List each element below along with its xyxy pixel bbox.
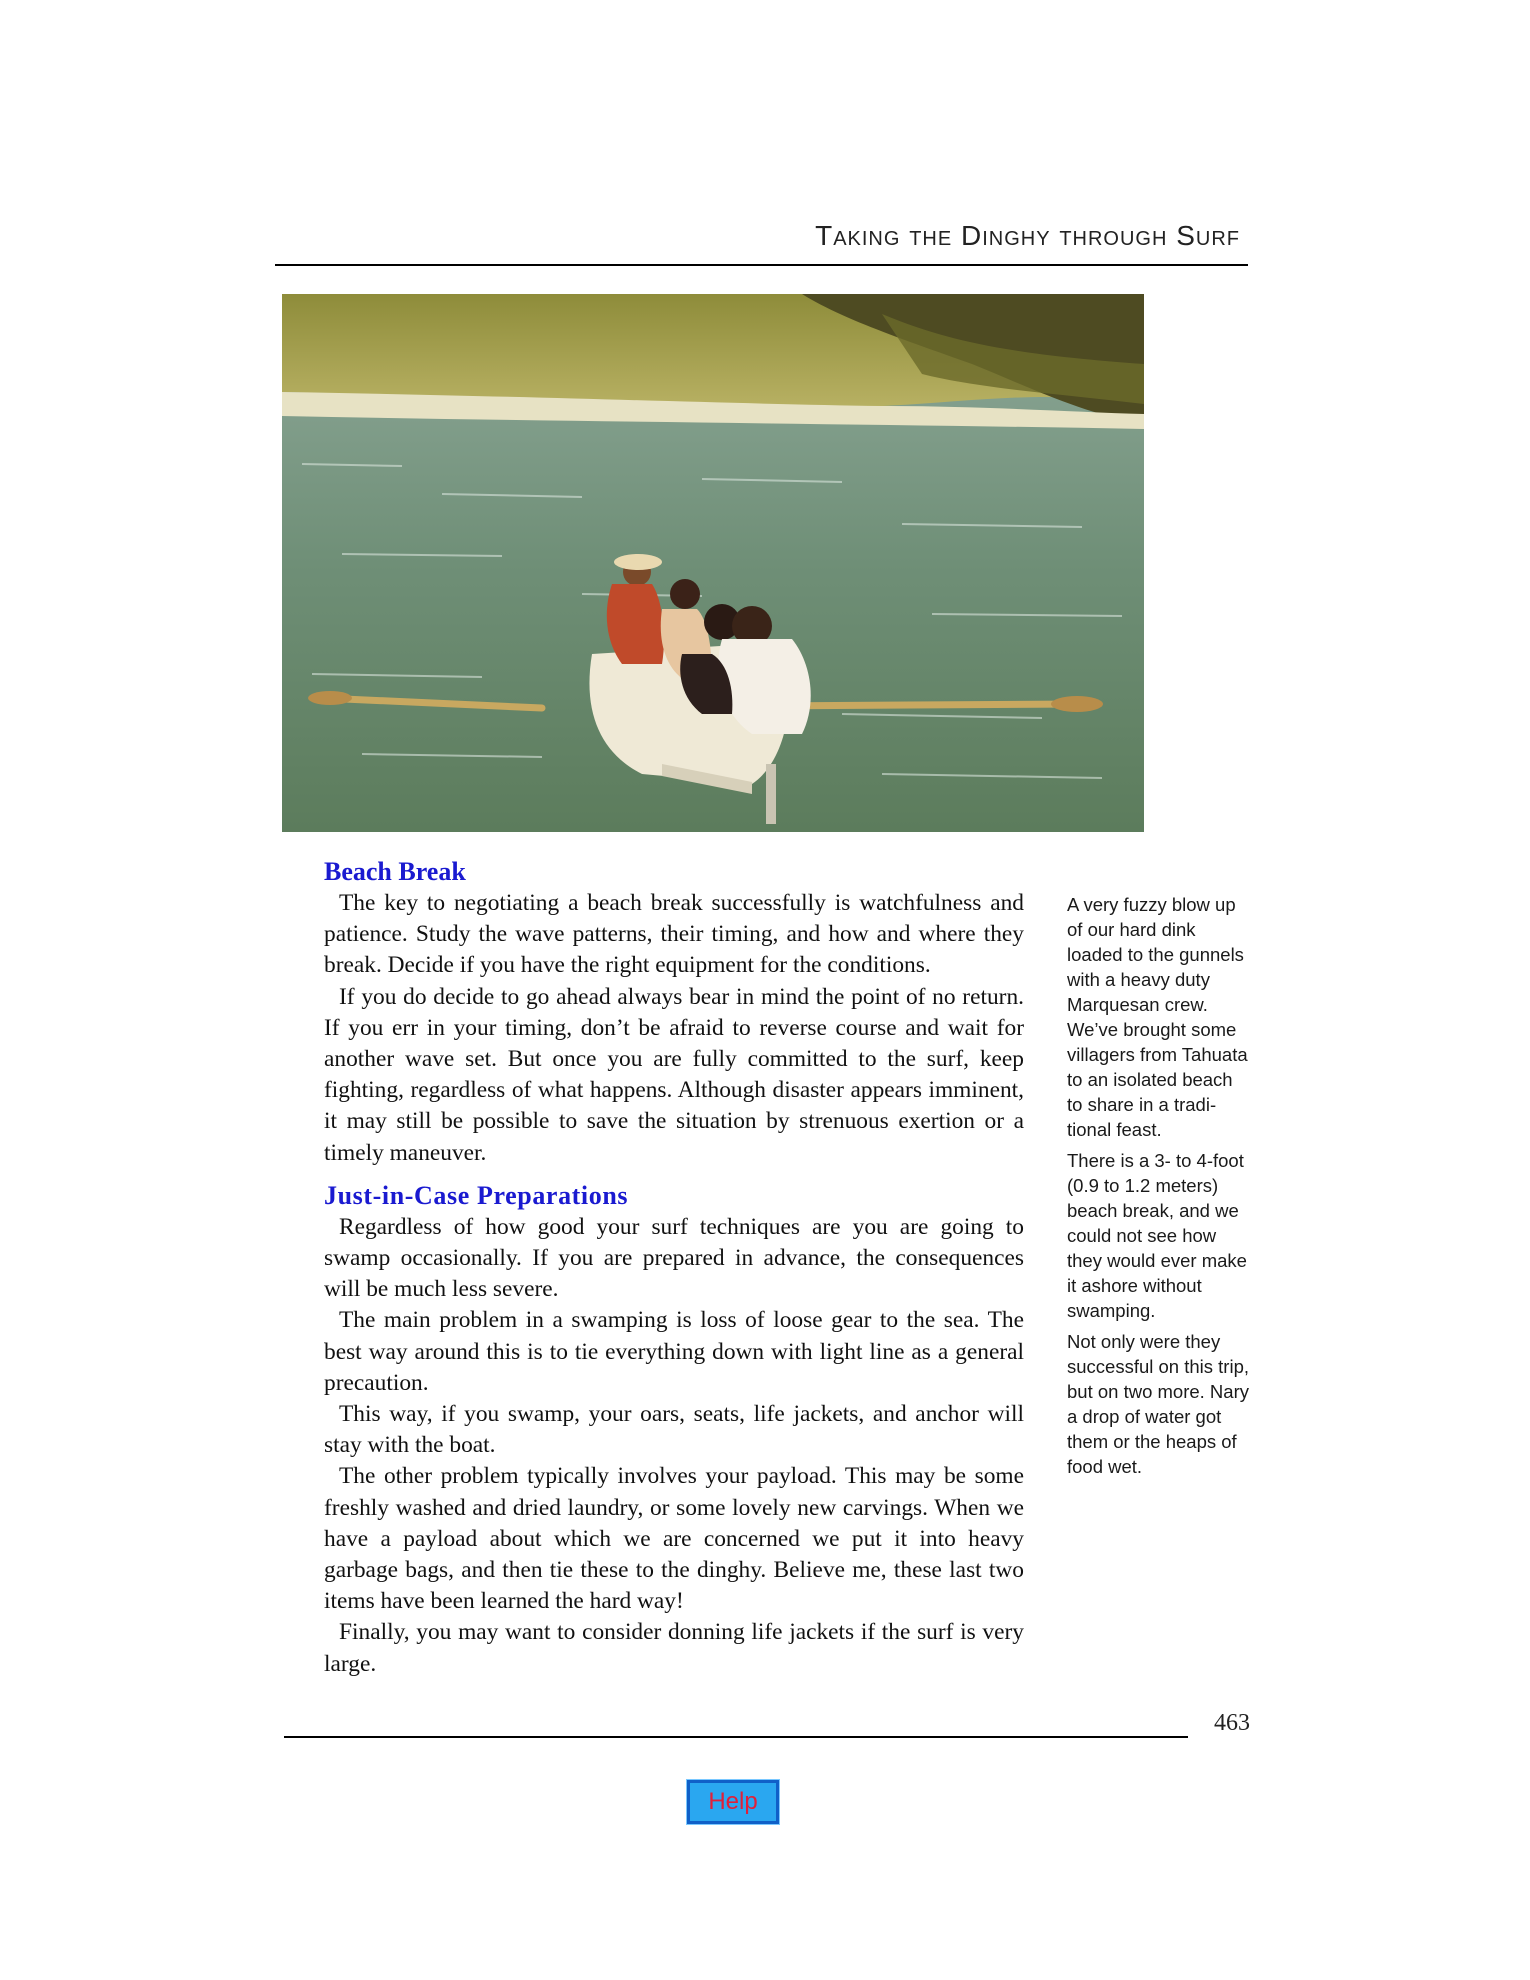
header-rule [275,264,1248,266]
caption-paragraph: Not only were they successful on this trip, but on two more. Nary a drop of water got them or the heaps of food wet. [1067,1331,1249,1477]
paragraph: If you do decide to go ahead always bear in mind the point of no return. If you err in your timing, don’t be afraid to reverse course and wait for another wave set. But once you are fully committed to the surf, keep fighting, regardless of what happens. Although disaster appears imminent, it may still be possible to save the situation by strenuous exertion or a timely maneuver. [324,983,1024,1166]
page-number: 463 [1214,1710,1250,1736]
caption-paragraph: There is a 3- to 4-foot (0.9 to 1.2 meters) beach break, and we could not see how they would ever make it ashore without swamping. [1067,1150,1247,1321]
paragraph: The other problem typically involves your payload. This may be some freshly washed and dried laundry, or some lovely new carvings. When we have a payload about which we are concerned we put it into heavy garbage bags, and then tie these to the dinghy. Believe me, these last two items have been learned the hard way! [324,1463,1024,1615]
paragraph: This way, if you swamp, your oars, seats, life jackets, and anchor will stay with the boat. [324,1401,1024,1459]
photo-dinghy-in-surf [282,294,1144,832]
help-button[interactable]: Help [687,1780,779,1824]
running-head: Taking the Dinghy through Surf [815,220,1240,251]
caption-paragraph: A very fuzzy blow up of our hard dink loaded to the gunnels with a heavy duty Marquesan crew. We’ve brought some villagers from Tahuata to an isolated beach to share in a traditional feast. [1067,894,1248,1140]
footer-rule [284,1736,1188,1738]
section-heading-just-in-case: Just-in-Case Preparations [324,1180,629,1210]
paragraph: Finally, you may want to consider donning life jackets if the surf is very large. [324,1619,1024,1677]
paragraph: The main problem in a swamping is loss of loose gear to the sea. The best way around this is to tie everything down with light line as a general precaution. [324,1307,1024,1396]
paragraph: Regardless of how good your surf techniques are you are going to swamp occasionally. If you are prepared in advance, the consequences will be much less severe. [324,1213,1024,1303]
paragraph: The key to negotiating a beach break successfully is watchfulness and patience. Study the wave patterns, their timing, and how and where they break. Decide if you have the right equipment for the conditions. [324,890,1024,979]
section-heading-beach-break: Beach Break [324,857,466,886]
sidebar-caption [1067,892,1250,1485]
main-column [324,855,1024,1680]
